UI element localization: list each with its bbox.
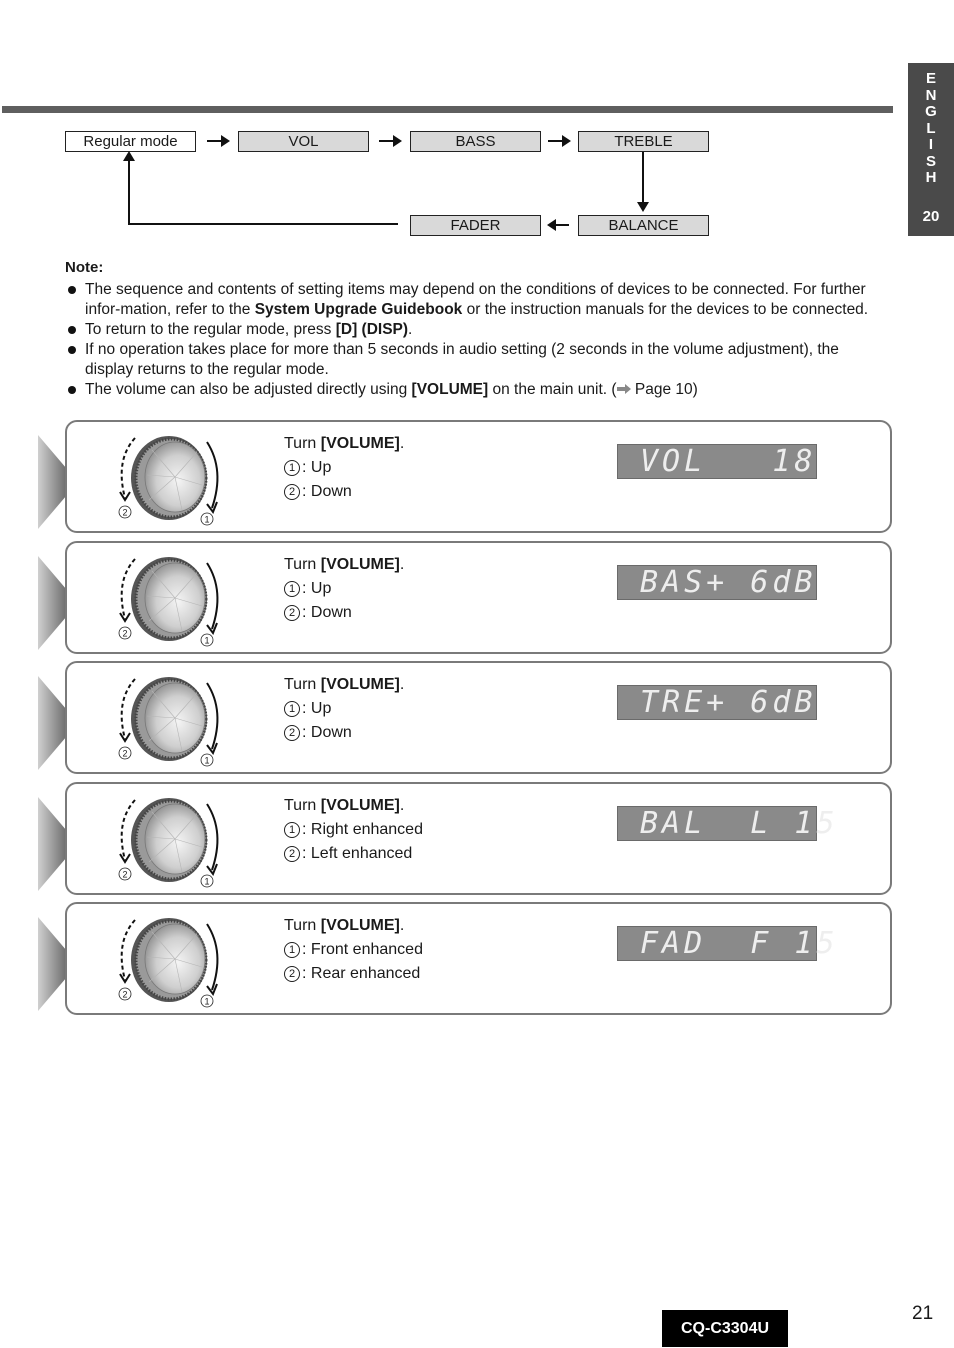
lcd-display: BAL L 15 [617,806,817,841]
page-reference-arrow-icon [617,384,631,394]
circled-number: 1 [284,822,300,838]
lcd-display: VOL 18 [617,444,817,479]
svg-text:2: 2 [122,507,128,518]
svg-text:1: 1 [204,876,210,887]
flow-return-line-up [128,160,130,225]
flow-balance: BALANCE [578,215,709,236]
flow-treble: TREBLE [578,131,709,152]
note-item: The volume can also be adjusted directly using [VOLUME] on the main unit. ( Page 10) [65,380,890,400]
flow-arrow-left [549,224,569,226]
step-option-2: 2 : Down [284,601,404,625]
volume-knob-icon [107,430,227,525]
tab-letter: S [925,152,936,170]
circled-number: 2 [284,605,300,621]
step-instructions [284,553,404,625]
svg-text:2: 2 [122,748,128,759]
step-box [65,420,892,533]
tab-letter: L [926,119,936,137]
svg-text:2: 2 [122,989,128,1000]
note-item: To return to the regular mode, press [D] (DISP). [65,320,890,340]
step-option-1: 1 : Up [284,577,404,601]
flow-arrow-right [379,140,400,142]
lcd-display: TRE+ 6dB [617,685,817,720]
step-instructions [284,914,423,986]
top-rule [2,106,893,113]
lcd-display: FAD F 15 [617,926,817,961]
tab-letter: N [925,86,937,104]
circled-number: 2 [284,846,300,862]
step-instructions [284,432,404,504]
step-box [65,782,892,895]
svg-text:1: 1 [204,514,210,525]
note-item: The sequence and contents of setting items may depend on the conditions of devices to be connected. For further infor-mation, refer to the System Upgrade Guidebook or the instruction manuals for the devices to be connected. [65,280,890,320]
flow-arrow-right [548,140,569,142]
svg-text:1: 1 [204,755,210,766]
circled-number: 1 [284,701,300,717]
step-box [65,661,892,774]
volume-key-label: [VOLUME] [320,435,400,452]
step-option-1: 1 : Right enhanced [284,818,423,842]
circled-number: 2 [284,725,300,741]
flow-arrow-up-head [123,151,135,161]
circled-number: 2 [284,484,300,500]
volume-knob-icon [107,551,227,646]
circled-number: 1 [284,460,300,476]
model-badge: CQ-C3304U [662,1310,788,1347]
volume-key-label: [VOLUME] [320,917,400,934]
svg-text:1: 1 [204,996,210,1007]
language-tab [908,63,954,236]
circled-number: 1 [284,581,300,597]
svg-text:2: 2 [122,869,128,880]
step-box [65,902,892,1015]
step-option-1: 1 : Up [284,697,404,721]
step-turn-line: Turn [VOLUME]. [284,797,405,814]
flow-arrow-down-line [642,152,644,204]
tab-letter: G [925,103,937,120]
volume-knob-icon [107,912,227,1007]
step-option-2: 2 : Down [284,480,404,504]
step-option-2: 2 : Rear enhanced [284,962,423,986]
step-turn-line: Turn [VOLUME]. [284,556,405,573]
page-number: 21 [912,1303,934,1324]
note-item: If no operation takes place for more than 5 seconds in audio setting (2 seconds in the volume adjustment), the display returns to the regular mode. [65,340,890,380]
volume-key-label: [VOLUME] [320,556,400,573]
note-list [65,280,890,400]
volume-key-label: [VOLUME] [320,676,400,693]
step-instructions [284,794,423,866]
flow-arrow-right [207,140,228,142]
step-instructions [284,673,404,745]
step-turn-line: Turn [VOLUME]. [284,435,405,452]
flow-arrow-down-head [637,202,649,212]
flow-vol: VOL [238,131,369,152]
tab-letter: E [925,70,936,87]
svg-text:1: 1 [204,635,210,646]
volume-knob-icon [107,792,227,887]
flow-return-line [128,223,398,225]
step-box [65,541,892,654]
circled-number: 1 [284,942,300,958]
step-turn-line: Turn [VOLUME]. [284,676,405,693]
flow-fader: FADER [410,215,541,236]
tab-letter: H [925,169,937,186]
flow-bass: BASS [410,131,541,152]
step-option-2: 2 : Left enhanced [284,842,423,866]
svg-text:2: 2 [122,628,128,639]
step-turn-line: Turn [VOLUME]. [284,917,405,934]
circled-number: 2 [284,966,300,982]
lcd-display: BAS+ 6dB [617,565,817,600]
step-option-1: 1 : Front enhanced [284,938,423,962]
step-option-1: 1 : Up [284,456,404,480]
flow-regular-mode: Regular mode [65,131,196,152]
tab-number: 20 [922,208,940,225]
step-option-2: 2 : Down [284,721,404,745]
tab-letter: I [928,136,934,153]
note-title: Note: [65,259,104,276]
volume-key-label: [VOLUME] [320,797,400,814]
volume-knob-icon [107,671,227,766]
